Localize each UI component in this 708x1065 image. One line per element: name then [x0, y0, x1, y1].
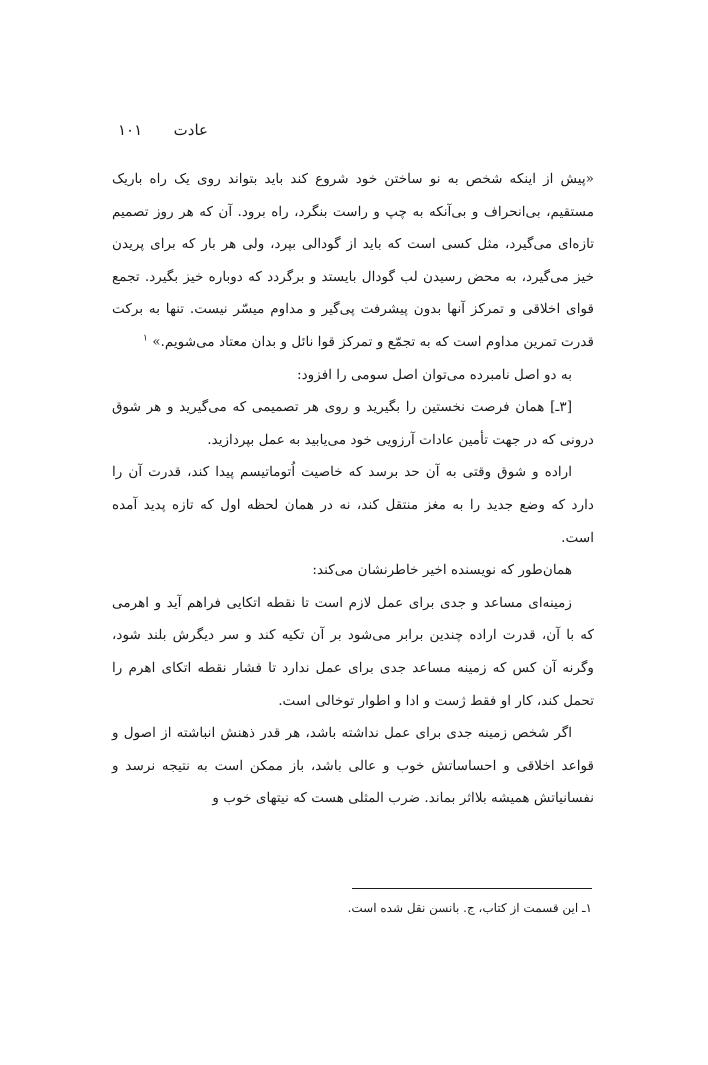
chapter-title: عادت	[173, 121, 208, 139]
footnote-reference: ۱	[143, 333, 148, 344]
footnote: ۱ـ این قسمت از کتاب، ج. بانسن نقل شده است.	[347, 901, 592, 915]
paragraph: [۳ـ] همان فرصت نخستین را بگیرید و روی هر تصمیمی که می‌گیرید و هر شوق درونی که در جهت تأمین عادات آرزویی خود می‌یابید به عمل بپردازید.	[112, 399, 594, 448]
paragraph: اگر شخص زمینه جدی برای عمل نداشته باشد، هر قدر ذهنش انباشته از اصول و قواعد اخلاقی و احساساتش خوب و عالی باشد، باز ممکن است به نتیجه نرسد و نفسانیاتش همیشه بلااثر بماند. ضرب المثلی هست که نیتهای خوب و	[112, 725, 594, 807]
footnote-divider	[352, 888, 592, 889]
paragraph: زمینه‌ای مساعد و جدی برای عمل لازم است تا نقطه اتکایی فراهم آید و اهرمی که با آن، قدرت اراده چندین برابر می‌شود بر آن تکیه کند و سر دیگرش بلند شود، وگرنه آن کس که زمینه مساعد جدی برای عمل ندارد تا فشار نقطه اتکای اهرم را تحمل کند، کار او فقط ژست و ادا و اطوار توخالی است.	[112, 594, 594, 709]
paragraph: اراده و شوق وقتی به آن حد برسد که خاصیت اُتوماتیسم پیدا کند، قدرت آن را دارد که وضع جدید را به مغز منتقل کند، نه در همان لحظه اول که تازه پدید آمده است.	[112, 464, 594, 546]
page-number: ۱۰۱	[118, 121, 143, 139]
quote-paragraph	[112, 163, 594, 359]
quote-text: «پیش از اینکه شخص به نو ساختن خود شروع کند باید بتواند روی یک راه باریک مستقیم، بی‌انحراف و بی‌آنکه به چپ و راست بنگرد، راه برود. آن که هر روز تصمیم تازه‌ای می‌گیرد، مثل کسی است که باید از گودالی بپرد، ولی هر بار که برای پریدن خیز می‌گیرد، به محض رسیدن لب گودال بایستد و برگردد که دوباره خیز بگیرد. تجمع قوای اخلاقی و تمرکز آنها بدون پیشرفت پی‌گیر و مداوم میسّر نیست. تنها به برکت قدرت تمرین مداوم است که به تجمّع و تمرکز قوا نائل و بدان معتاد می‌شویم.»	[112, 171, 594, 350]
running-header	[118, 118, 208, 142]
paragraph: به دو اصل نامبرده می‌توان اصل سومی را افزود:	[297, 366, 572, 383]
paragraph: همان‌طور که نویسنده اخیر خاطرنشان می‌کند:	[312, 562, 572, 579]
body-text	[112, 163, 594, 815]
